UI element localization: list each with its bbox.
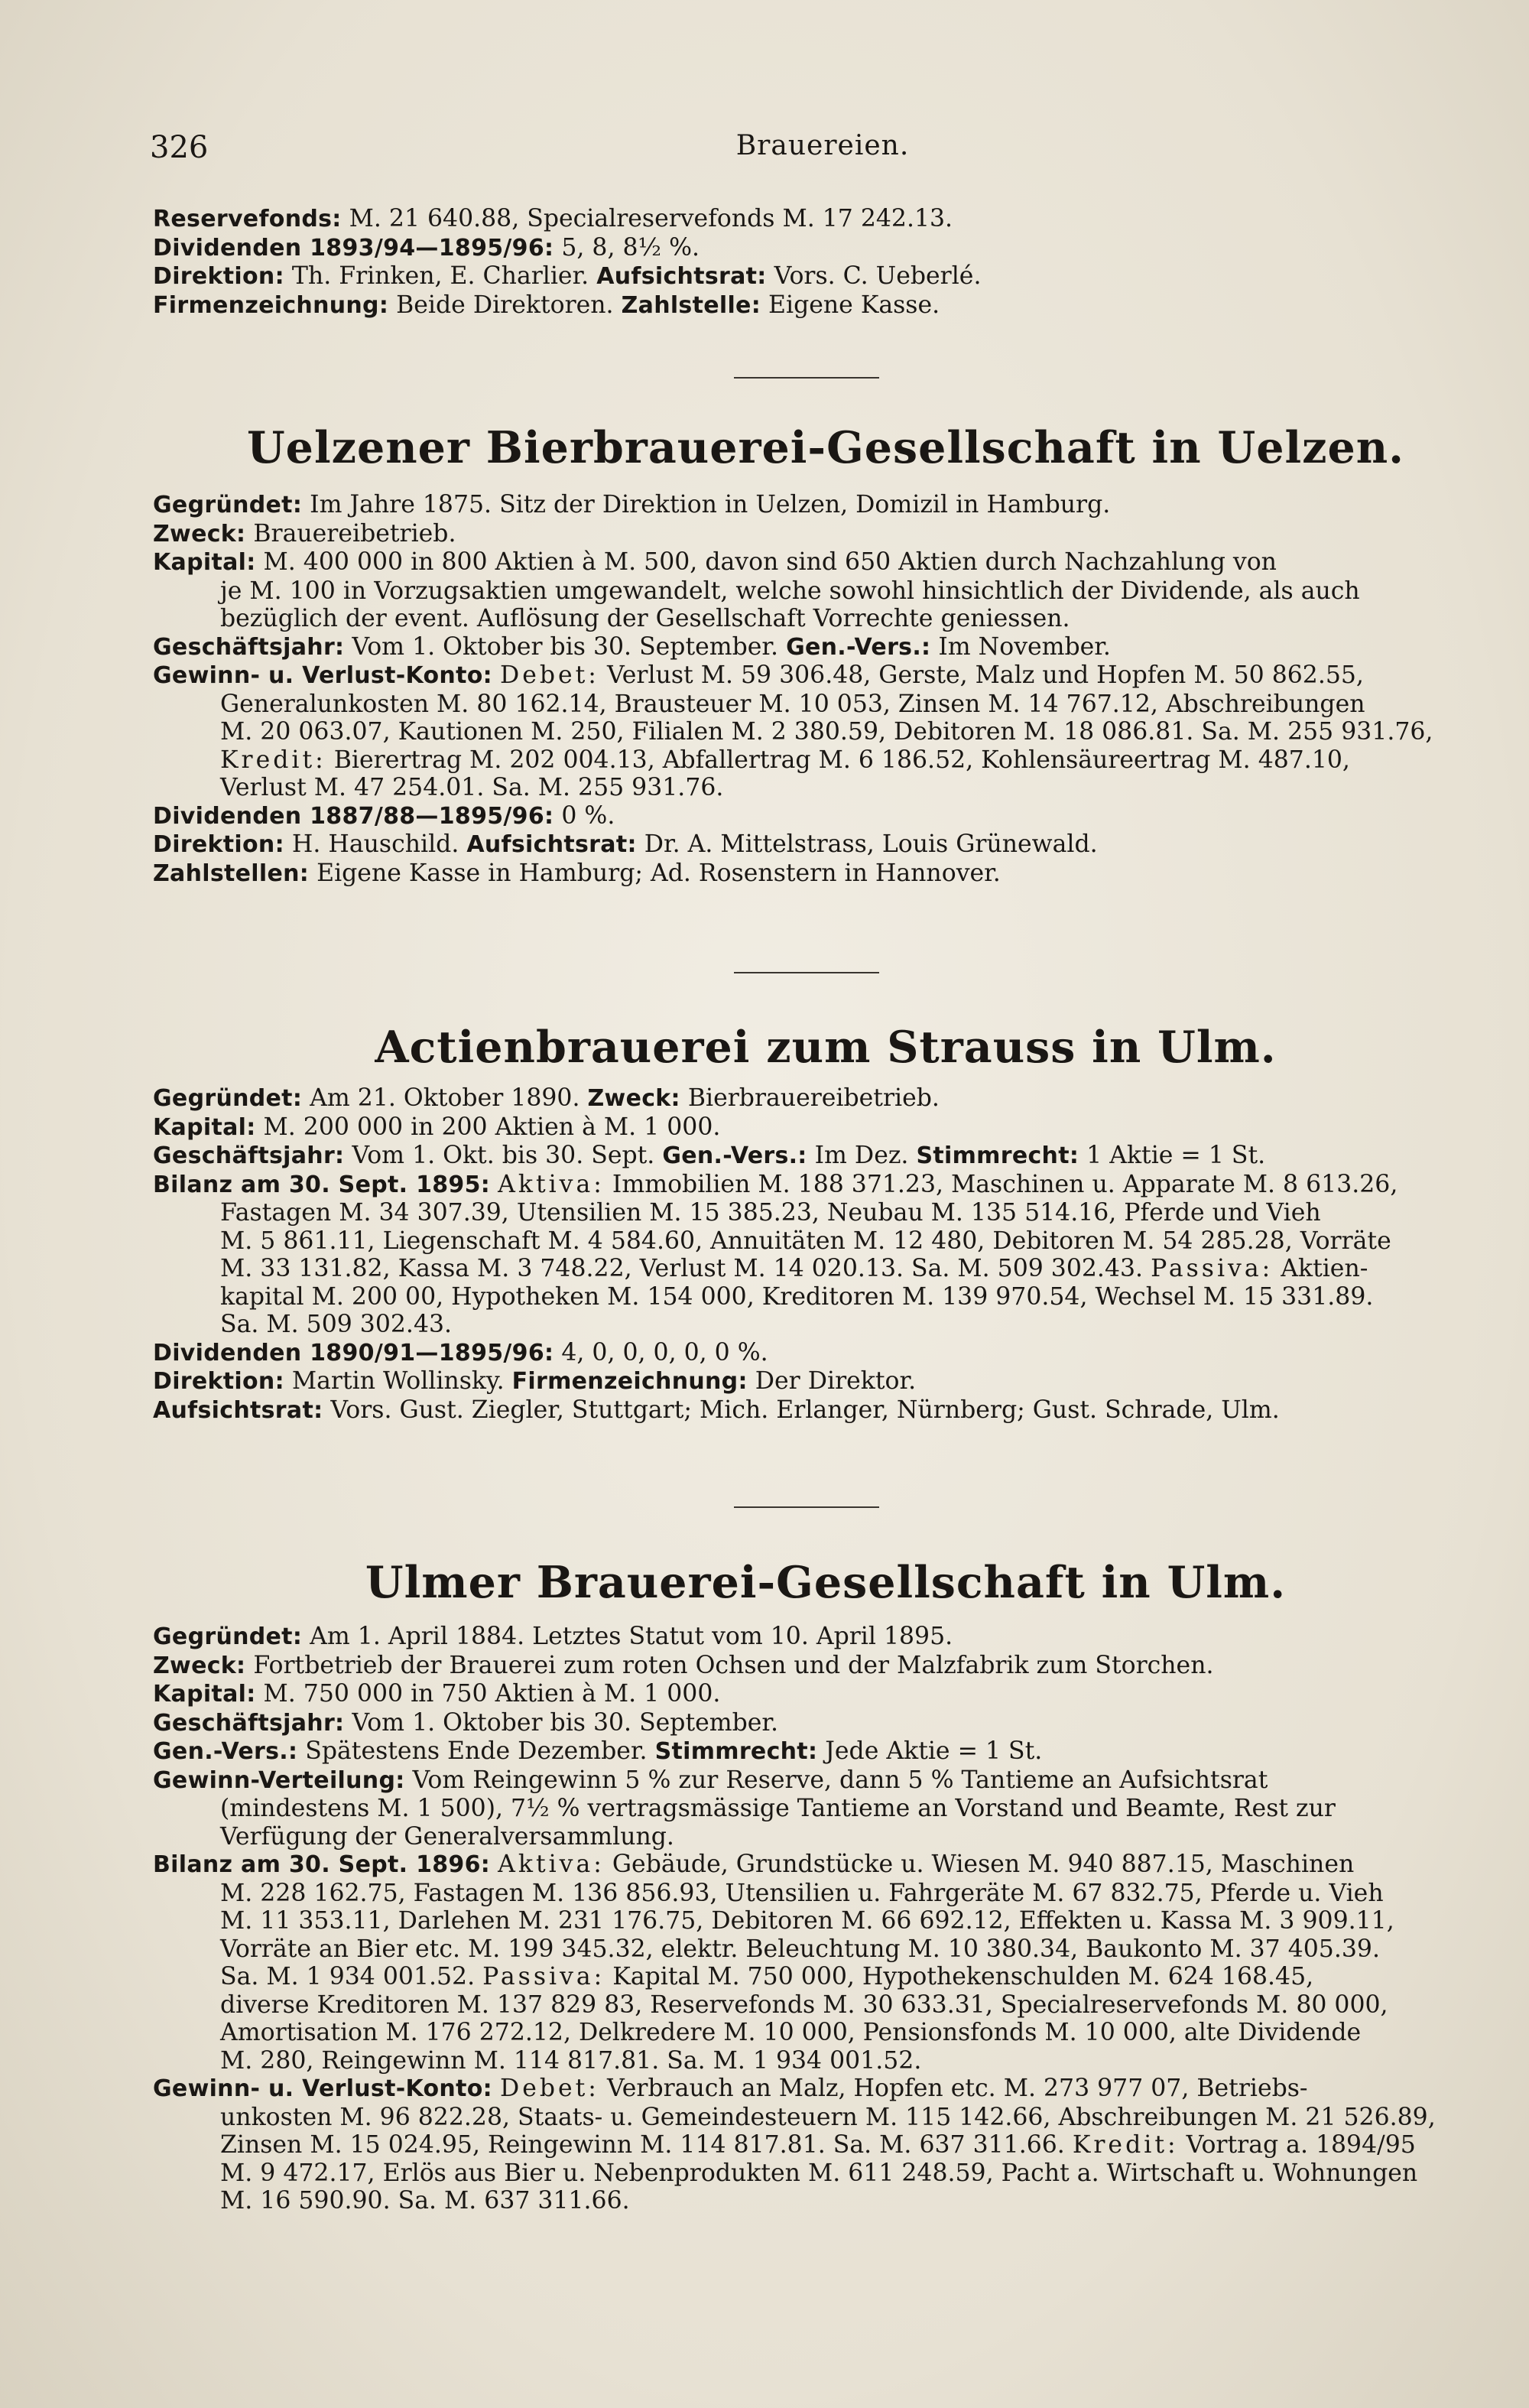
uelzen-direktion: Direktion: H. Hauschild. Aufsichtsrat: Dr. A. Mittelstrass, Louis Grünewald.	[153, 830, 1098, 858]
ulmer-genvers: Gen.-Vers.: Spätestens Ende Dezember. Stimmrecht: Jede Aktie = 1 St.	[153, 1737, 1043, 1765]
uelzen-kapital-cont: bezüglich der event. Auflösung der Gesellschaft Vorrechte geniessen.	[220, 605, 1070, 632]
reservefonds-line: Reservefonds: M. 21 640.88, Specialreservefonds M. 17 242.13.	[153, 205, 953, 232]
ulmer-bilanz-cont: M. 11 353.11, Darlehen M. 231 176.75, Debitoren M. 66 692.12, Effekten u. Kassa M. 3 909.11,	[220, 1907, 1394, 1935]
strauss-dividenden: Dividenden 1890/91—1895/96: 4, 0, 0, 0, 0, 0 %.	[153, 1338, 768, 1366]
strauss-bilanz-cont: Sa. M. 509 302.43.	[220, 1311, 453, 1338]
uelzen-guv-cont: Verlust M. 47 254.01. Sa. M. 255 931.76.	[220, 774, 724, 801]
uelzen-zahlstellen: Zahlstellen: Eigene Kasse in Hamburg; Ad. Rosenstern in Hannover.	[153, 859, 1001, 887]
ulmer-gewinnverteilung: Gewinn-Verteilung: Vom Reingewinn 5 % zur Reserve, dann 5 % Tantieme an Aufsichtsrat	[153, 1766, 1268, 1794]
strauss-geschaeftsjahr: Geschäftsjahr: Vom 1. Okt. bis 30. Sept. Gen.-Vers.: Im Dez. Stimmrecht: 1 Aktie = 1 St.	[153, 1142, 1266, 1169]
ulmer-guv: Gewinn- u. Verlust-Konto: Debet: Verbrauch an Malz, Hopfen etc. M. 273 977 07, Betriebs-	[153, 2075, 1308, 2102]
ulmer-guv-cont: unkosten M. 96 822.28, Staats- u. Gemeindesteuern M. 115 142.66, Abschreibungen M. 21 526.89,	[220, 2103, 1436, 2131]
uelzen-guv-kredit: Kredit: Bierertrag M. 202 004.13, Abfallertrag M. 6 186.52, Kohlensäureertrag M. 487.10,	[220, 746, 1350, 774]
strauss-bilanz-cont: M. 5 861.11, Liegenschaft M. 4 584.60, Annuitäten M. 12 480, Debitoren M. 54 285.28, Vorräte	[220, 1227, 1391, 1255]
ulmer-heading: Ulmer Brauerei-Gesellschaft in Ulm.	[365, 1557, 1287, 1608]
section-divider	[734, 1506, 879, 1508]
section-divider	[734, 377, 879, 379]
ulmer-bilanz-cont: M. 228 162.75, Fastagen M. 136 856.93, Utensilien u. Fahrgeräte M. 67 832.75, Pferde u. Vieh	[220, 1879, 1384, 1907]
ulmer-kapital: Kapital: M. 750 000 in 750 Aktien à M. 1 000.	[153, 1680, 721, 1708]
section-divider	[734, 972, 879, 973]
strauss-entry	[153, 1084, 1498, 1425]
ulmer-guv-cont: M. 9 472.17, Erlös aus Bier u. Nebenprodukten M. 611 248.59, Pacht a. Wirtschaft u. Wohnungen	[220, 2159, 1418, 2187]
strauss-gegruendet: Gegründet: Am 21. Oktober 1890. Zweck: Bierbrauereibetrieb.	[153, 1084, 940, 1112]
uelzen-dividenden: Dividenden 1887/88—1895/96: 0 %.	[153, 801, 615, 830]
ulmer-bilanz: Bilanz am 30. Sept. 1896: Aktiva: Gebäude, Grundstücke u. Wiesen M. 940 887.15, Maschinen	[153, 1851, 1355, 1878]
uelzen-zweck: Zweck: Brauereibetrieb.	[153, 519, 456, 548]
ulmer-gewinnverteilung-cont: (mindestens M. 1 500), 7½ % vertragsmässige Tantieme an Vorstand und Beamte, Rest zur	[220, 1795, 1336, 1822]
page-number: 326	[150, 130, 209, 165]
uelzen-guv-cont: Generalunkosten M. 80 162.14, Brausteuer M. 10 053, Zinsen M. 14 767.12, Abschreibungen	[220, 690, 1365, 718]
running-head	[150, 130, 1495, 176]
ulmer-bilanz-cont: Amortisation M. 176 272.12, Delkredere M. 10 000, Pensionsfonds M. 10 000, alte Dividende	[220, 2019, 1362, 2046]
strauss-bilanz: Bilanz am 30. Sept. 1895: Aktiva: Immobilien M. 188 371.23, Maschinen u. Apparate M. 8 613.26,	[153, 1170, 1398, 1198]
strauss-bilanz-passiva: M. 33 131.82, Kassa M. 3 748.22, Verlust M. 14 020.13. Sa. M. 509 302.43. Passiva: Aktien-	[220, 1255, 1368, 1282]
ulmer-zweck: Zweck: Fortbetrieb der Brauerei zum roten Ochsen und der Malzfabrik zum Storchen.	[153, 1651, 1214, 1679]
uelzen-guv: Gewinn- u. Verlust-Konto: Debet: Verlust M. 59 306.48, Gerste, Malz und Hopfen M. 50 862.55,	[153, 661, 1364, 689]
strauss-aufsichtsrat: Aufsichtsrat: Vors. Gust. Ziegler, Stuttgart; Mich. Erlanger, Nürnberg; Gust. Schrade, Ulm.	[153, 1396, 1280, 1424]
ulmer-entry	[153, 1623, 1498, 2215]
dividenden-line: Dividenden 1893/94—1895/96: 5, 8, 8½ %.	[153, 233, 700, 262]
direktion-line: Direktion: Th. Frinken, E. Charlier. Aufsichtsrat: Vors. C. Ueberlé.	[153, 262, 982, 290]
strauss-direktion: Direktion: Martin Wollinsky. Firmenzeichnung: Der Direktor.	[153, 1367, 917, 1395]
ulmer-gegruendet: Gegründet: Am 1. April 1884. Letztes Statut vom 10. April 1895.	[153, 1623, 953, 1650]
ulmer-bilanz-cont: Vorräte an Bier etc. M. 199 345.32, elektr. Beleuchtung M. 10 380.34, Baukonto M. 37 405.39.	[220, 1935, 1380, 1963]
uelzen-heading: Uelzener Bierbrauerei-Gesellschaft in Uelzen.	[246, 422, 1405, 473]
strauss-bilanz-cont: Fastagen M. 34 307.39, Utensilien M. 15 385.23, Neubau M. 135 514.16, Pferde und Vieh	[220, 1199, 1321, 1227]
uelzen-kapital-cont: je M. 100 in Vorzugsaktien umgewandelt, welche sowohl hinsichtlich der Dividende, als auch	[220, 577, 1360, 605]
ulmer-guv-cont: M. 16 590.90. Sa. M. 637 311.66.	[220, 2187, 630, 2215]
intro-block	[153, 205, 1498, 320]
uelzen-geschaeftsjahr: Geschäftsjahr: Vom 1. Oktober bis 30. September. Gen.-Vers.: Im November.	[153, 632, 1111, 661]
uelzen-gegruendet: Gegründet: Im Jahre 1875. Sitz der Direktion in Uelzen, Domizil in Hamburg.	[153, 491, 1111, 518]
strauss-bilanz-cont: kapital M. 200 00, Hypotheken M. 154 000, Kreditoren M. 139 970.54, Wechsel M. 15 331.89.	[220, 1282, 1374, 1311]
ulmer-gewinnverteilung-cont: Verfügung der Generalversammlung.	[220, 1822, 674, 1851]
ulmer-bilanz-passiva: Sa. M. 1 934 001.52. Passiva: Kapital M. 750 000, Hypothekenschulden M. 624 168.45,	[220, 1963, 1314, 1990]
strauss-heading: Actienbrauerei zum Strauss in Ulm.	[375, 1022, 1277, 1073]
uelzen-guv-cont: M. 20 063.07, Kautionen M. 250, Filialen M. 2 380.59, Debitoren M. 18 086.81. Sa. M. 255 931.76,	[220, 718, 1433, 746]
ulmer-geschaeftsjahr: Geschäftsjahr: Vom 1. Oktober bis 30. September.	[153, 1708, 779, 1737]
firmenzeichnung-line: Firmenzeichnung: Beide Direktoren. Zahlstelle: Eigene Kasse.	[153, 291, 940, 319]
ulmer-guv-kredit: Zinsen M. 15 024.95, Reingewinn M. 114 817.81. Sa. M. 637 311.66. Kredit: Vortrag a. 1894/95	[220, 2131, 1416, 2159]
ulmer-bilanz-cont: M. 280, Reingewinn M. 114 817.81. Sa. M. 1 934 001.52.	[220, 2046, 922, 2075]
ulmer-bilanz-cont: diverse Kreditoren M. 137 829 83, Reservefonds M. 30 633.31, Specialreservefonds M. 80 000,	[220, 1990, 1388, 2019]
running-title: Brauereien.	[735, 130, 910, 161]
uelzen-entry	[153, 491, 1498, 888]
strauss-kapital: Kapital: M. 200 000 in 200 Aktien à M. 1 000.	[153, 1113, 721, 1141]
uelzen-kapital: Kapital: M. 400 000 in 800 Aktien à M. 500, davon sind 650 Aktien durch Nachzahlung von	[153, 548, 1277, 576]
